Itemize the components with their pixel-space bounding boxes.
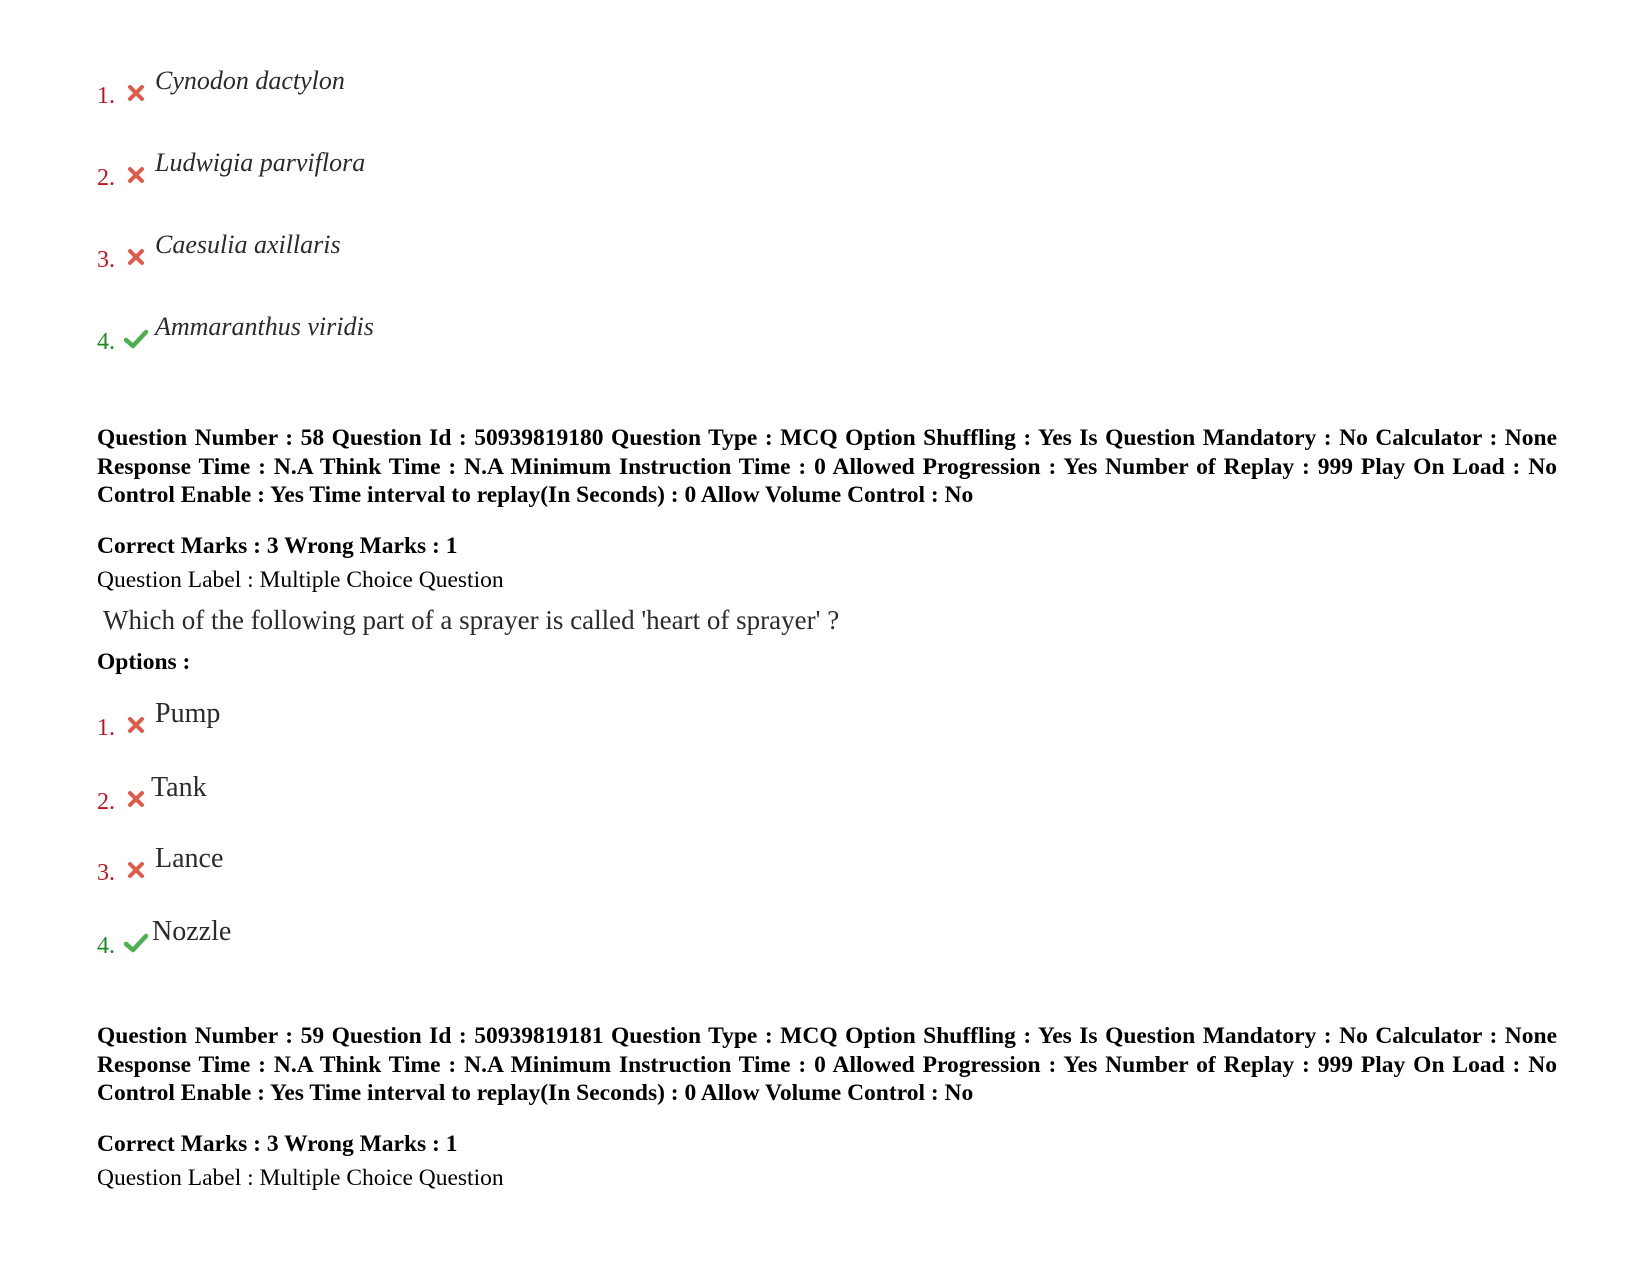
option-text: Nozzle [152, 916, 232, 947]
option-number: 3. [97, 247, 115, 273]
cross-icon [123, 246, 149, 268]
cross-icon [123, 164, 149, 186]
option-item [97, 772, 207, 815]
question-meta: Question Number : 58 Question Id : 50939819180 Question Type : MCQ Option Shuffling : Yes Is Question Mandatory : No Calculator : None Response Time : N.A Think Time : N.A Minimum Instruction Time : 0 Allowed Progression : Yes Number of Replay : 999 Play On Load : No Control Enable : Yes Time interval to replay(In Seconds) : 0 Allow Volume Control : No [97, 425, 1557, 508]
option-text: Caesulia axillaris [155, 230, 341, 259]
cross-icon [123, 82, 149, 104]
option-number: 1. [97, 715, 115, 741]
question-text: Which of the following part of a sprayer is called 'heart of sprayer' ? [103, 605, 840, 635]
question-marks: Correct Marks : 3 Wrong Marks : 1 [97, 1131, 458, 1157]
cross-icon [123, 859, 149, 881]
option-number: 2. [97, 789, 115, 815]
cross-icon [123, 788, 149, 810]
option-text: Cynodon dactylon [155, 66, 345, 95]
options-heading: Options : [97, 649, 191, 675]
option-item [97, 698, 221, 741]
option-text: Ammaranthus viridis [155, 312, 374, 341]
option-item [97, 230, 341, 273]
question-marks: Correct Marks : 3 Wrong Marks : 1 [97, 533, 458, 559]
option-item [97, 66, 345, 109]
option-item [97, 312, 374, 355]
question-label: Question Label : Multiple Choice Question [97, 567, 504, 593]
option-text: Tank [151, 772, 207, 803]
option-number: 4. [97, 933, 115, 959]
question-meta: Question Number : 59 Question Id : 50939819181 Question Type : MCQ Option Shuffling : Yes Is Question Mandatory : No Calculator : None Response Time : N.A Think Time : N.A Minimum Instruction Time : 0 Allowed Progression : Yes Number of Replay : 999 Play On Load : No Control Enable : Yes Time interval to replay(In Seconds) : 0 Allow Volume Control : No [97, 1023, 1557, 1106]
option-item [97, 916, 232, 959]
option-number: 2. [97, 165, 115, 191]
option-number: 1. [97, 83, 115, 109]
option-item [97, 148, 366, 191]
option-number: 3. [97, 860, 115, 886]
option-text: Lance [155, 843, 224, 874]
check-icon [123, 932, 149, 954]
option-number: 4. [97, 329, 115, 355]
check-icon [123, 328, 149, 350]
option-text: Ludwigia parviflora [155, 148, 366, 177]
option-item [97, 843, 224, 886]
option-text: Pump [155, 698, 221, 729]
cross-icon [123, 714, 149, 736]
question-label: Question Label : Multiple Choice Question [97, 1165, 504, 1191]
